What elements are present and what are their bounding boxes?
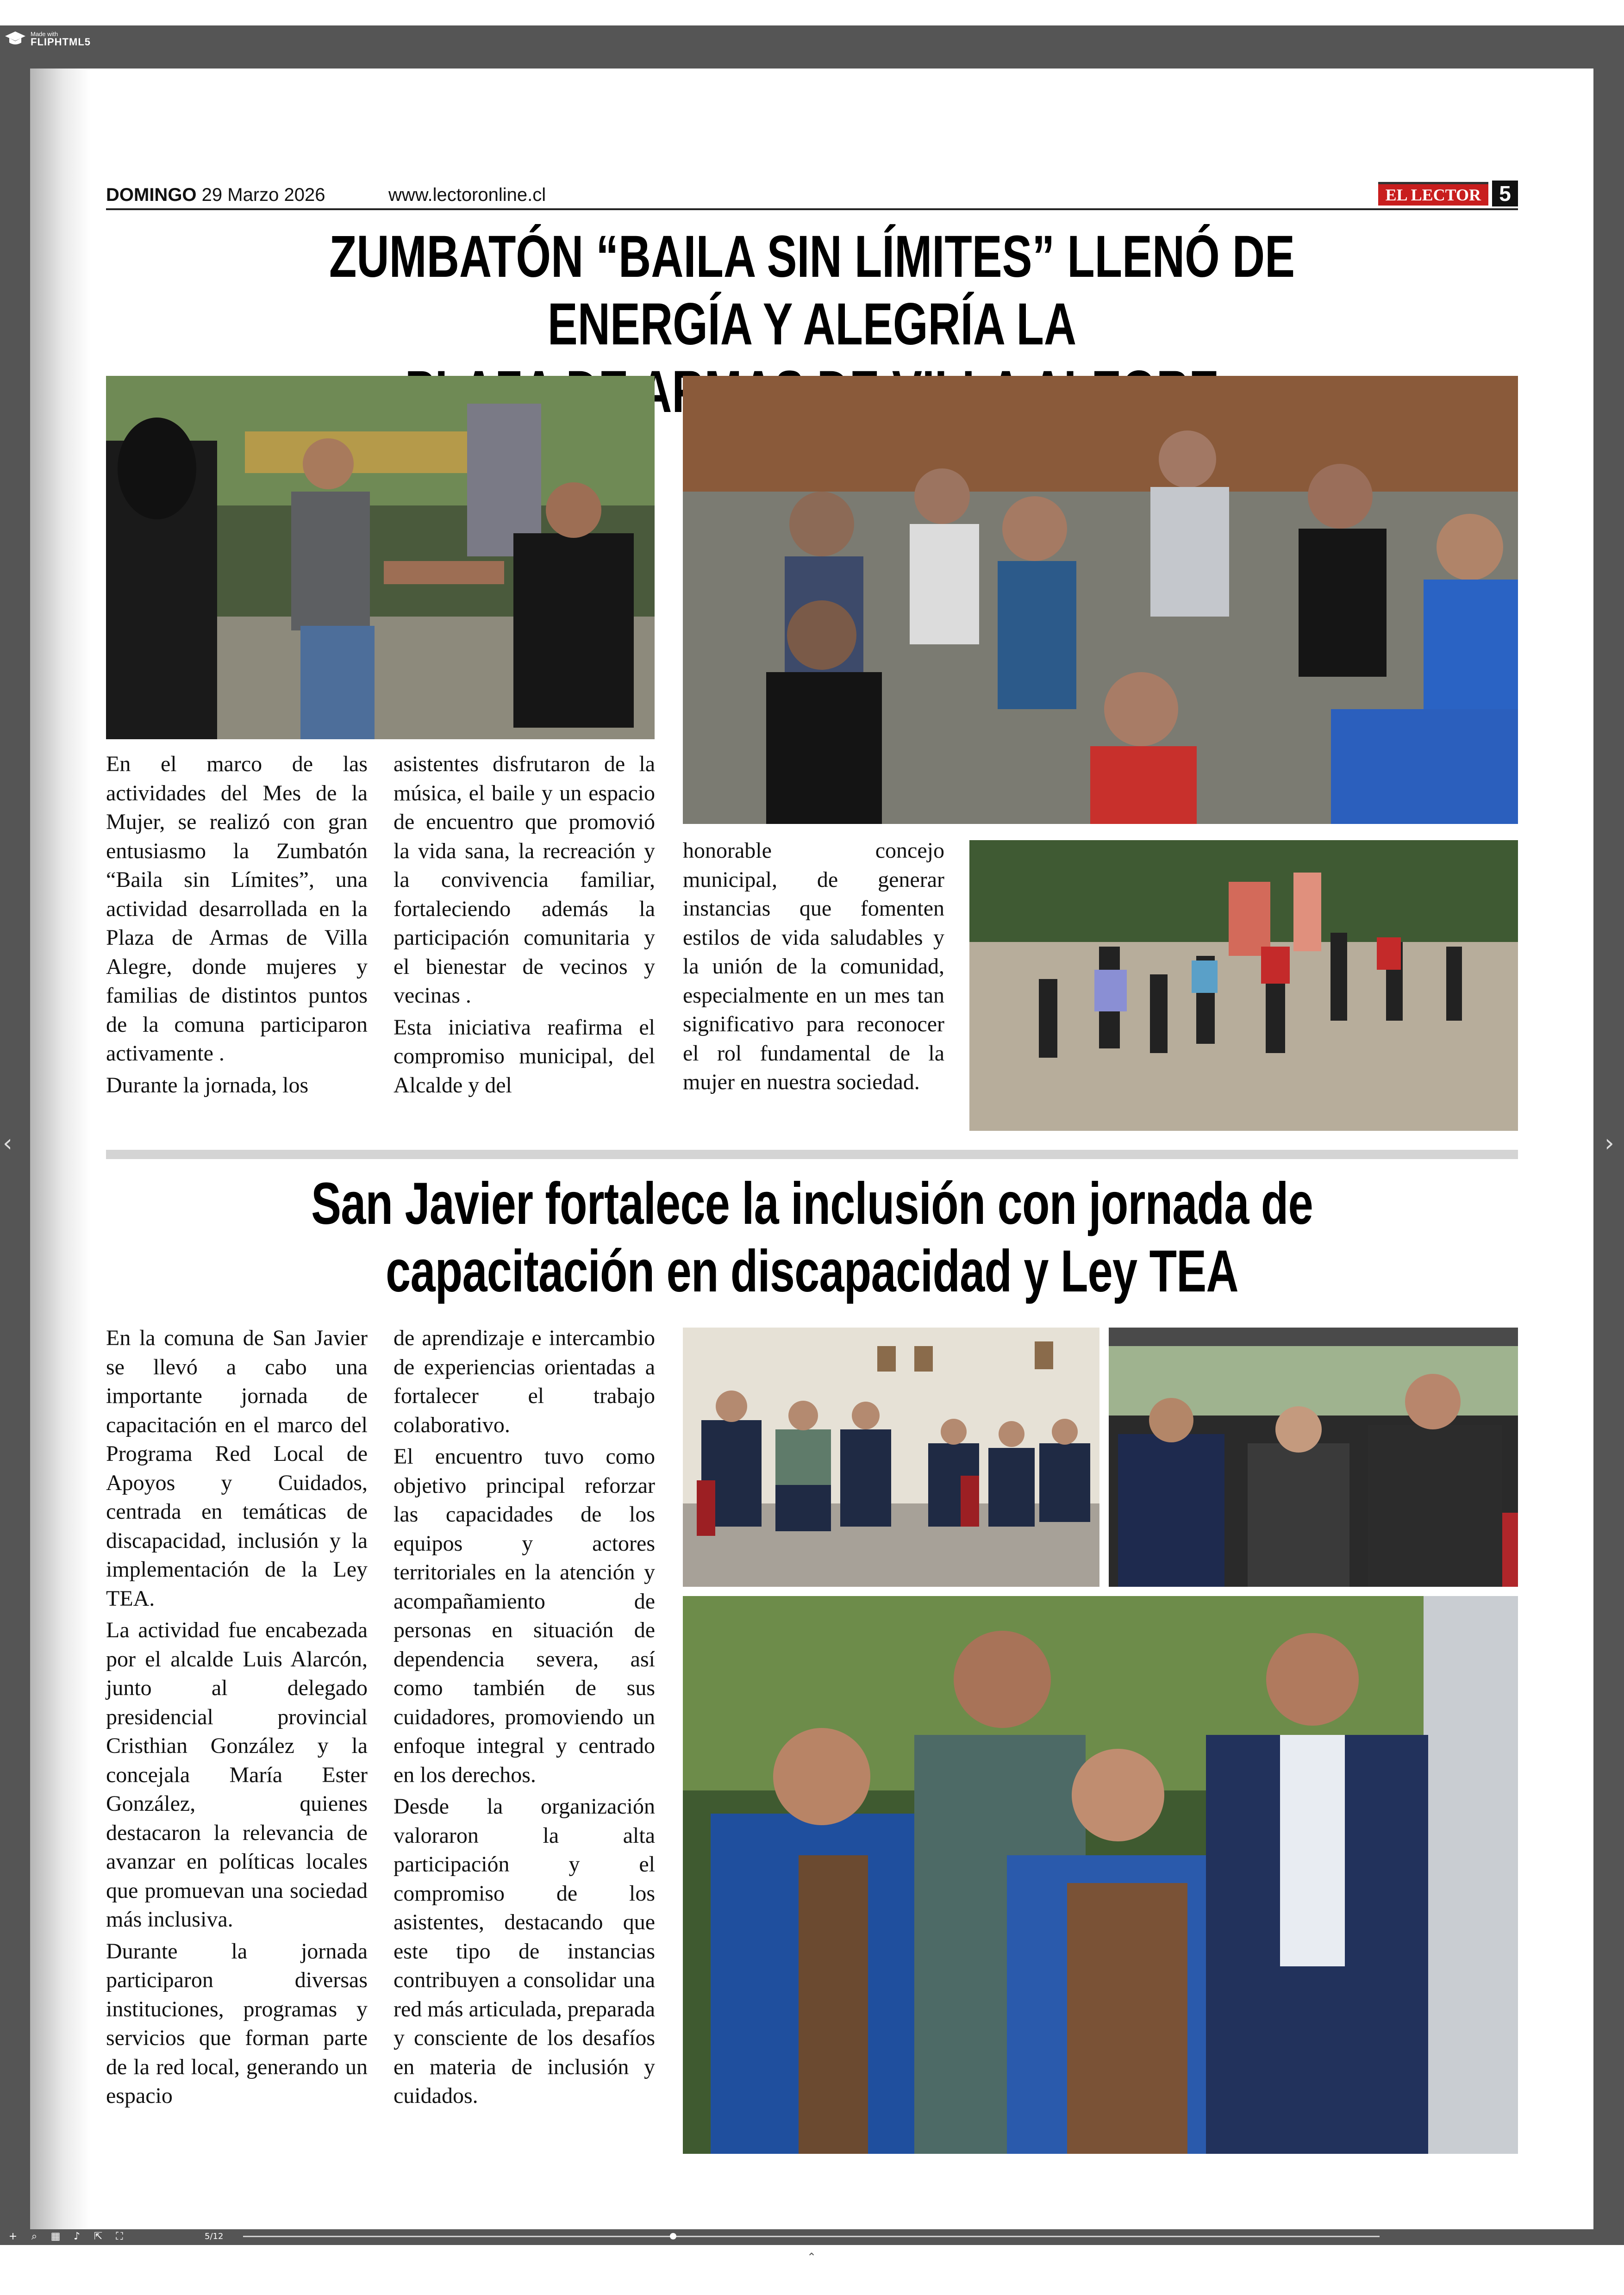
thumbnails-icon[interactable]: ▦ — [50, 2230, 61, 2242]
training-photo-officials — [1109, 1328, 1518, 1587]
page-indicator: 5/12 — [205, 2231, 224, 2241]
article1-headline-line1: ZUMBATÓN “BAILA SIN LÍMITES” LLENÓ DE ENERGÍA Y ALEGRÍA LA — [329, 224, 1295, 357]
article2-headline-line2: capacitación en discapacidad y Ley TEA — [386, 1238, 1238, 1304]
article1-col3-p1: honorable concejo municipal, de generar instancias que fomenten estilos de vida saludables y la unión de la comunidad, especialmente en un mes tan significativo para reconocer el rol fundamental de la mujer en nuestra sociedad. — [683, 838, 944, 1094]
zumba-photo-instructor — [106, 376, 655, 739]
training-photo-audience — [683, 1328, 1099, 1587]
section-divider — [106, 1150, 1518, 1159]
article2-col2-p2: El encuentro tuvo como objetivo principal reforzar las capacidades de los equipos y actores territoriales en la atención y acompañamiento de personas en situación de dependencia severa, así como también de sus cuidadores, promoviendo un enfoque integral y centrado en los derechos. — [394, 1444, 655, 1787]
fliphtml5-brand[interactable] — [5, 31, 91, 47]
inclusion-group-photo — [683, 1596, 1518, 2154]
page-slider-track[interactable] — [243, 2236, 1380, 2237]
page-number: 5 — [1492, 181, 1518, 206]
article2-headline — [275, 1170, 1349, 1305]
article1-col3 — [683, 836, 944, 1100]
mortarboard-icon — [5, 31, 26, 47]
article1-col1-p2: Durante la jornada, los — [106, 1073, 309, 1098]
masthead-day: DOMINGO — [106, 185, 197, 205]
next-page-arrow-icon[interactable]: › — [1605, 1129, 1614, 1157]
article2-headline-line1: San Javier fortalece la inclusión con jornada de — [311, 1171, 1313, 1237]
brand-made-with: Made with — [31, 30, 58, 37]
article1-col1 — [106, 750, 368, 1103]
article1-col2 — [394, 750, 655, 1103]
masthead-date-value: 29 Marzo 2026 — [201, 185, 325, 205]
masthead — [106, 181, 1518, 210]
article2-col1-p3: Durante la jornada participaron diversas instituciones, programas y servicios que forman parte de la red local, generando un espacio — [106, 1939, 368, 2108]
expand-tab-chevron-up-icon[interactable]: ⌃ — [794, 2251, 829, 2266]
zumba-photo-plaza — [969, 840, 1518, 1131]
article2-col1-p2: La actividad fue encabezada por el alcalde Luis Alarcón, junto al delegado presidencial provincial Cristhian González y la concejala María Ester González, quienes destacaron la relevancia de avanzar en políticas locales que promuevan una sociedad más inclusiva. — [106, 1618, 368, 1932]
masthead-date — [106, 185, 325, 206]
article1-col2-p2: Esta iniciativa reafirma el compromiso municipal, del Alcalde y del — [394, 1015, 655, 1098]
viewer-toolbar — [0, 2227, 1624, 2245]
article2-col2-p1: de aprendizaje e intercambio de experiencias orientadas a fortalecer el trabajo colaborativo. — [394, 1326, 655, 1437]
share-icon[interactable]: ⇱ — [94, 2230, 103, 2242]
article2-col2-p3: Desde la organización valoraron la alta participación y el compromiso de los asistentes, destacando que este tipo de instancias contribuyen a consolidar una red más articulada, preparada y consciente de los desafíos en materia de inclusión y cuidados. — [394, 1794, 656, 2108]
brand-name: FLIPHTML5 — [31, 36, 91, 48]
article2-col1 — [106, 1324, 368, 2114]
fullscreen-icon[interactable]: ⛶ — [116, 2230, 123, 2242]
page-slider-handle[interactable] — [670, 2233, 676, 2239]
article2-col1-p1: En la comuna de San Javier se llevó a cabo una importante jornada de capacitación en el marco del Programa Red Local de Apoyos y Cuidados, centrada en temáticas de discapacidad, inclusión y la implementación de la Ley TEA. — [106, 1326, 368, 1611]
zoom-in-icon[interactable]: + — [8, 2230, 18, 2242]
search-icon[interactable]: ⌕ — [31, 2230, 37, 2242]
masthead-url: www.lectoronline.cl — [388, 185, 546, 205]
article1-col2-p1: asistentes disfrutaron de la música, el baile y un espacio de encuentro que promovió la vida sana, la recreación y la convivencia familiar, fortaleciendo además la participación comunitaria y el bienestar de vecinos y vecinas . — [394, 752, 655, 1008]
zumba-photo-crowd — [683, 376, 1518, 824]
page-fold-shadow — [30, 69, 90, 2229]
sound-icon[interactable]: ♪ — [73, 2230, 81, 2242]
article1-col1-p1: En el marco de las actividades del Mes de la Mujer, se realizó con gran entusiasmo la Zumbatón “Baila sin Límites”, una actividad desarrollada en la Plaza de Armas de Villa Alegre, donde mujeres y familias de distintos puntos de la comuna participaron activamente . — [106, 752, 368, 1066]
article2-col2 — [394, 1324, 655, 2114]
el-lector-logo: EL LECTOR — [1378, 182, 1488, 206]
prev-page-arrow-icon[interactable]: ‹ — [3, 1129, 12, 1157]
